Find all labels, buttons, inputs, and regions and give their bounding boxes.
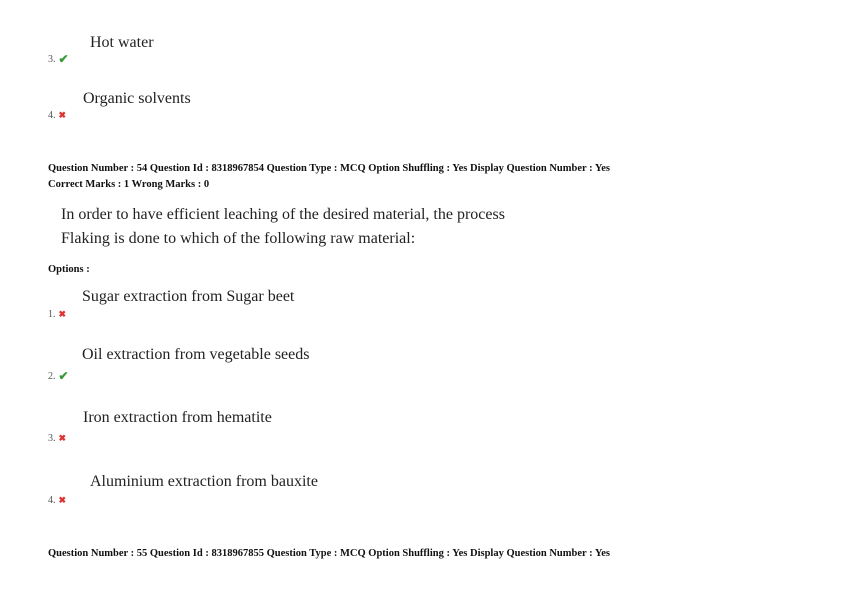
options-label: Options : — [48, 264, 90, 275]
option-number — [48, 433, 66, 444]
option-text: Iron extraction from hematite — [83, 409, 272, 426]
option-number-label: 4. — [48, 110, 56, 121]
option-number — [48, 110, 66, 121]
check-icon: ✔ — [58, 52, 69, 66]
option-text: Sugar extraction from Sugar beet — [82, 288, 295, 305]
option-number-label: 3. — [48, 433, 56, 444]
option-text: Hot water — [90, 34, 154, 51]
option-number — [48, 370, 69, 382]
cross-icon: ✖ — [58, 433, 67, 443]
question-text-line: Flaking is done to which of the following raw material: — [61, 230, 416, 247]
option-number-label: 3. — [48, 53, 56, 65]
question-text-line: In order to have efficient leaching of the desired material, the process — [61, 206, 505, 223]
cross-icon: ✖ — [58, 495, 67, 505]
question-meta: Question Number : 54 Question Id : 8318967854 Question Type : MCQ Option Shuffling : Yes Display Question Number : Yes — [48, 163, 611, 174]
check-icon: ✔ — [58, 369, 69, 383]
option-text: Aluminium extraction from bauxite — [90, 473, 318, 490]
option-text: Organic solvents — [83, 90, 191, 107]
option-number — [48, 495, 66, 506]
question-meta: Question Number : 55 Question Id : 8318967855 Question Type : MCQ Option Shuffling : Yes Display Question Number : Yes — [48, 548, 611, 559]
option-number-label: 1. — [48, 309, 56, 320]
option-number-label: 2. — [48, 370, 56, 382]
question-marks: Correct Marks : 1 Wrong Marks : 0 — [48, 179, 210, 190]
cross-icon: ✖ — [58, 110, 67, 120]
cross-icon: ✖ — [58, 309, 67, 319]
option-number-label: 4. — [48, 495, 56, 506]
option-number — [48, 309, 66, 320]
option-number — [48, 53, 69, 65]
option-text: Oil extraction from vegetable seeds — [82, 346, 310, 363]
